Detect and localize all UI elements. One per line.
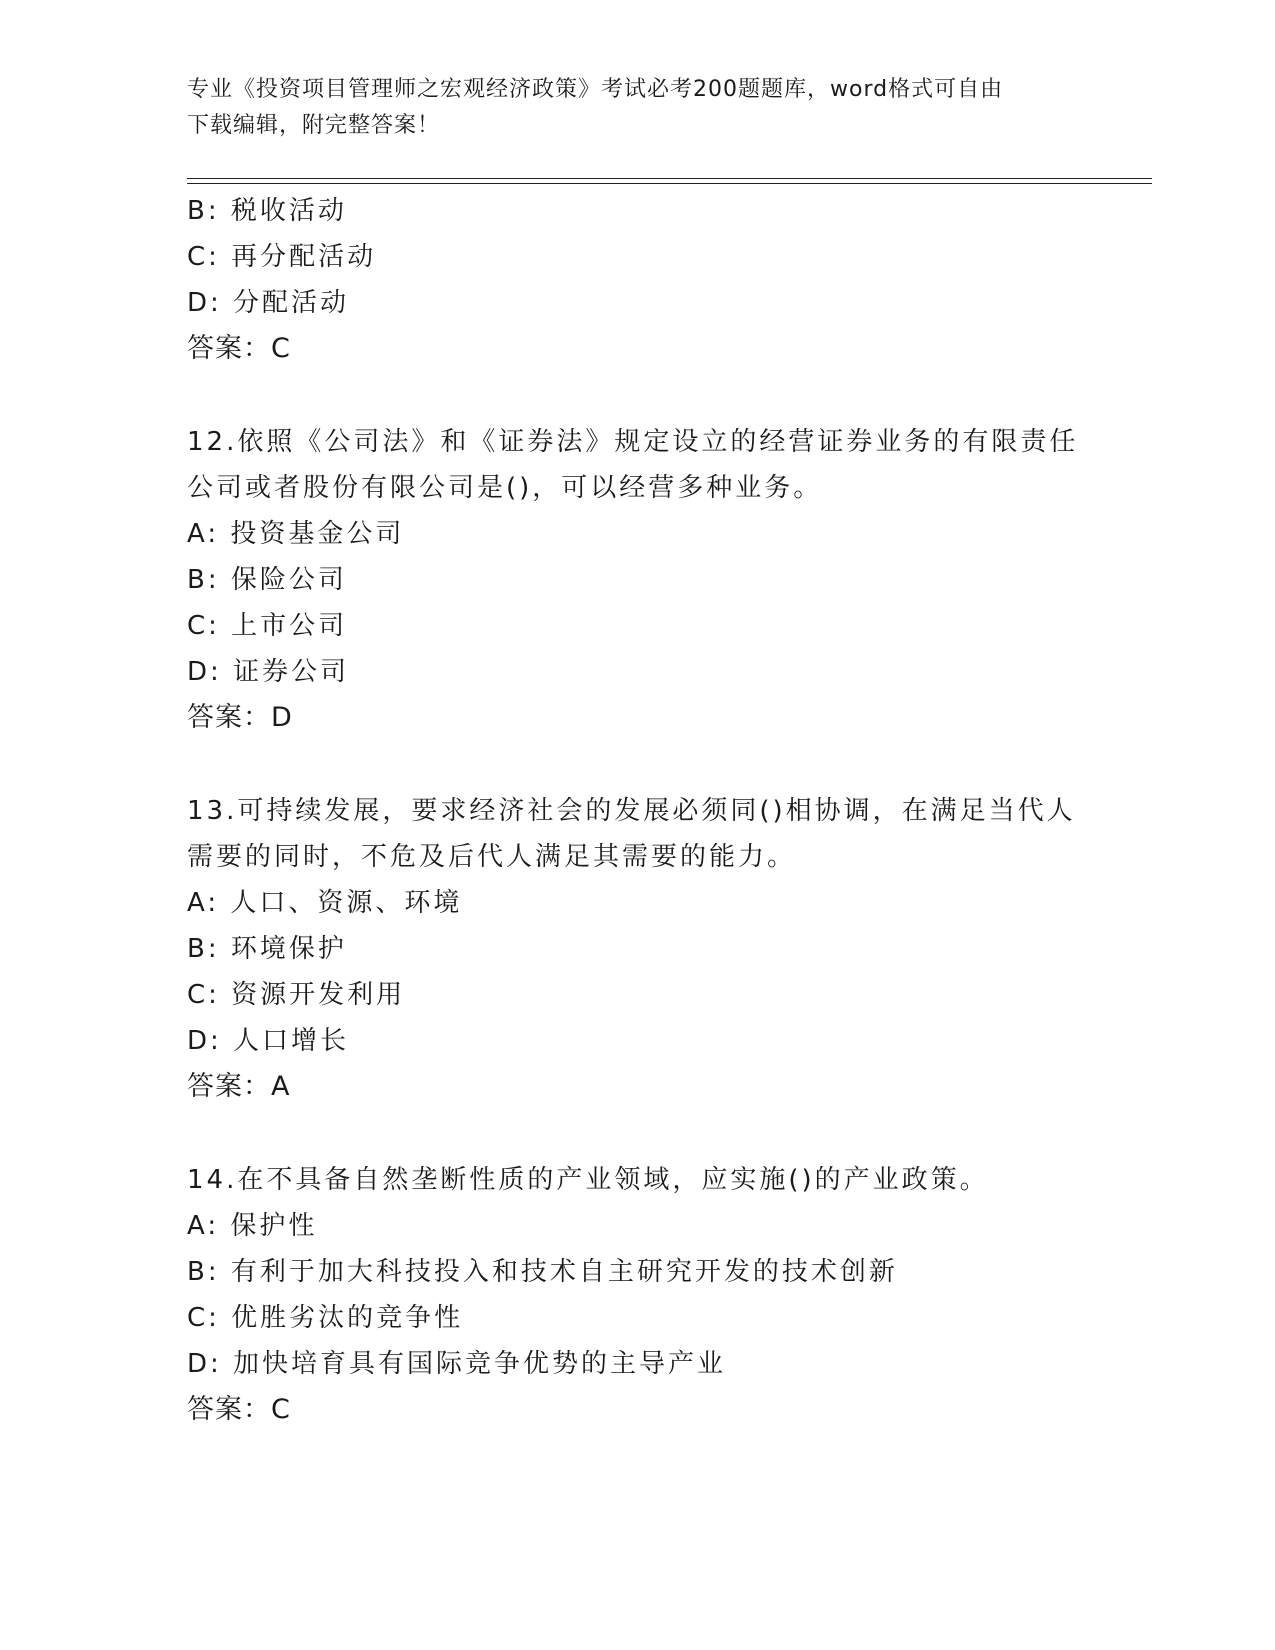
answer: 答案：D (187, 702, 293, 733)
answer: 答案：A (187, 1071, 291, 1102)
header-divider-bottom (187, 183, 1152, 184)
option-c: C: 再分配活动 (187, 242, 377, 272)
option-b: B: 税收活动 (187, 196, 347, 226)
option-d: D: 证券公司 (187, 657, 350, 687)
question-stem-line-1: 13.可持续发展，要求经济社会的发展必须同()相协调，在满足当代人 (187, 796, 1076, 826)
option-b: B: 保险公司 (187, 565, 347, 595)
option-c: C: 优胜劣汰的竞争性 (187, 1303, 464, 1333)
header-line-2: 下载编辑，附完整答案！ (187, 113, 441, 138)
option-d: D: 人口增长 (187, 1026, 350, 1056)
question-stem (187, 1157, 1087, 1203)
option-d: D: 分配活动 (187, 288, 350, 318)
option-b: B: 有利于加大科技投入和技术自主研究开发的技术创新 (187, 1257, 898, 1287)
option-c: C: 资源开发利用 (187, 980, 406, 1010)
option-a: A: 人口、资源、环境 (187, 888, 463, 918)
header-line-1: 专业《投资项目管理师之宏观经济政策》考试必考200题题库，word格式可自由 (187, 77, 1004, 102)
question-14 (187, 1157, 1087, 1433)
option-a: A: 保护性 (187, 1211, 318, 1241)
option-d: D: 加快培育具有国际竞争优势的主导产业 (187, 1349, 727, 1379)
question-stem-line-2: 需要的同时，不危及后代人满足其需要的能力。 (187, 842, 797, 872)
question-stem (187, 419, 1087, 511)
option-c: C: 上市公司 (187, 611, 348, 641)
partial-question-11 (187, 188, 1087, 372)
answer: 答案：C (187, 1394, 291, 1425)
question-stem-line-1: 12.依照《公司法》和《证券法》规定设立的经营证券业务的有限责任 (187, 427, 1079, 457)
option-b: B: 环境保护 (187, 934, 347, 964)
question-stem-line-2: 公司或者股份有限公司是()，可以经营多种业务。 (187, 473, 823, 503)
option-a: A: 投资基金公司 (187, 519, 405, 549)
answer: 答案：C (187, 333, 291, 364)
question-12 (187, 419, 1087, 741)
question-content (187, 188, 1087, 1433)
question-13 (187, 788, 1087, 1110)
question-stem (187, 788, 1087, 880)
header-divider-top (187, 178, 1152, 179)
document-header (187, 72, 1067, 144)
question-stem-line-1: 14.在不具备自然垄断性质的产业领域，应实施()的产业政策。 (187, 1165, 989, 1195)
